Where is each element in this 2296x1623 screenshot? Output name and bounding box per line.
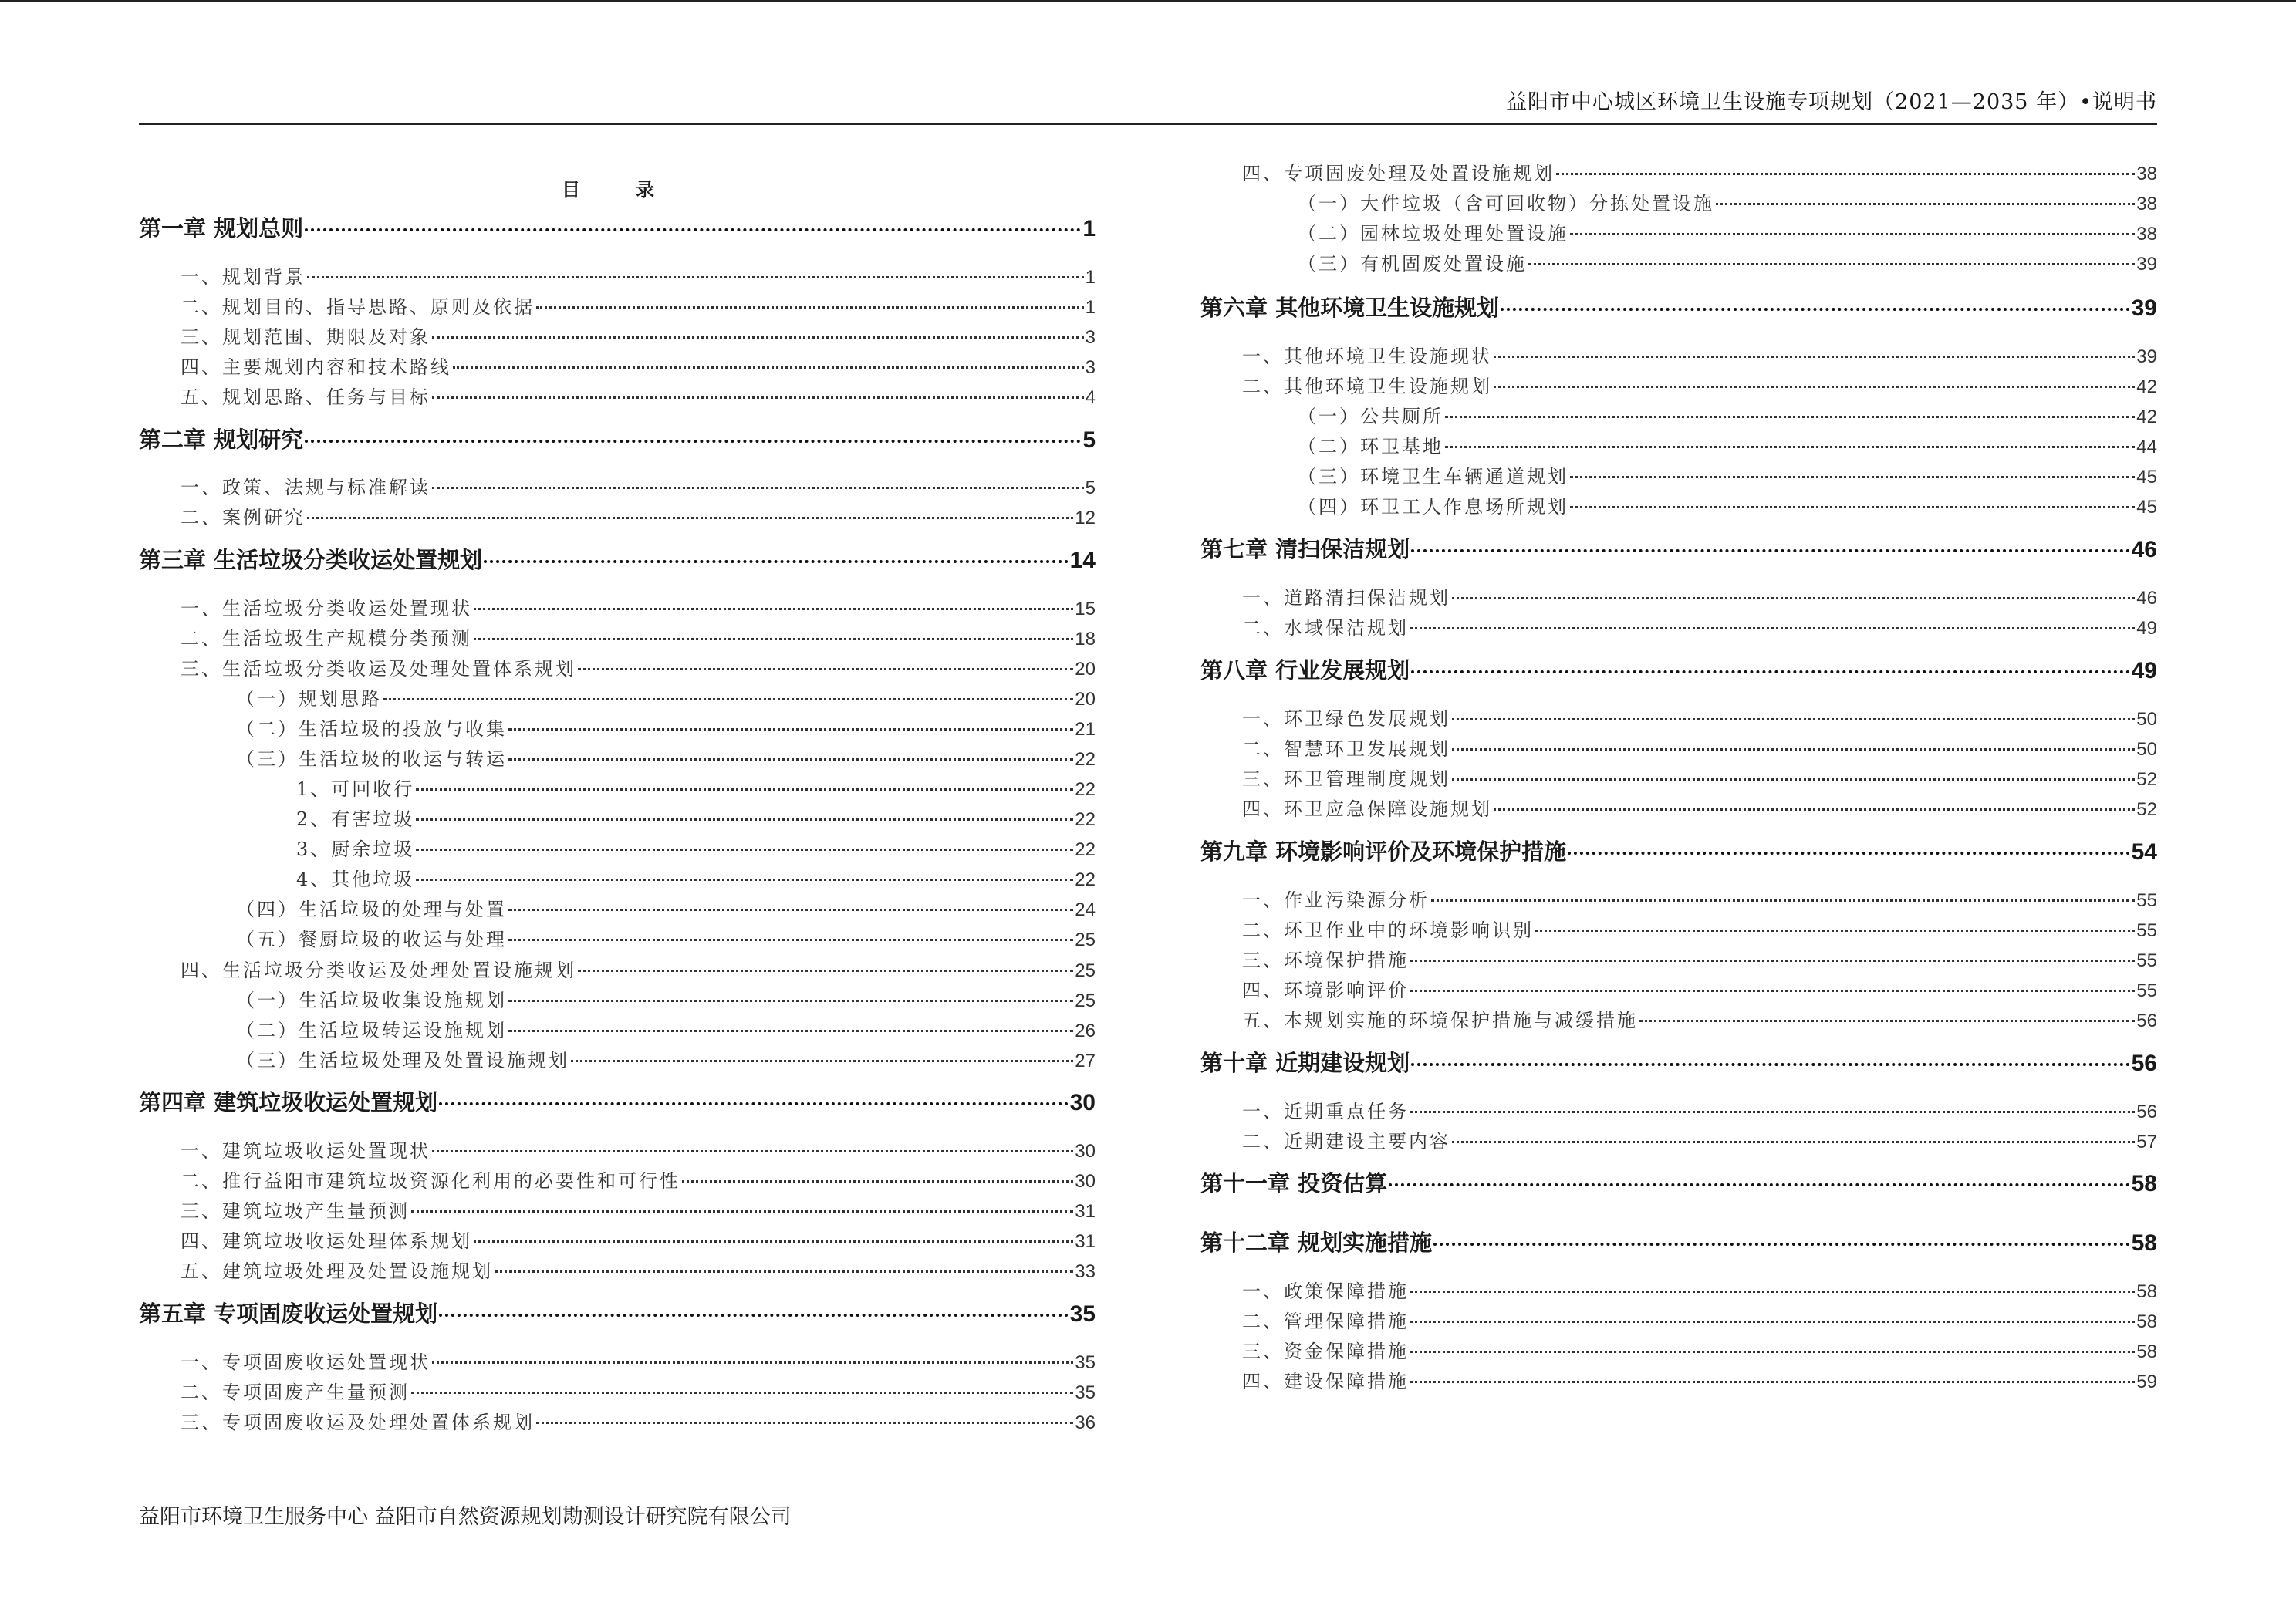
toc-chapter-entry[interactable]: [139, 1297, 1096, 1328]
toc-section-entry[interactable]: [1200, 401, 2157, 428]
toc-dot-leader: [474, 638, 1073, 640]
toc-section-entry[interactable]: [139, 834, 1096, 861]
toc-page-number: 26: [1075, 1021, 1096, 1041]
toc-dot-leader: [1410, 1351, 2135, 1353]
toc-entry-title: 二、其他环境卫生设施规划: [1242, 376, 1492, 397]
toc-entry-title: 第五章 专项固废收运处置规划: [139, 1301, 438, 1327]
toc-page-number: 49: [2131, 658, 2157, 683]
toc-page-number: 49: [2136, 618, 2157, 639]
toc-entry-title: 一、政策、法规与标准解读: [181, 477, 430, 498]
toc-page-number: 59: [2136, 1372, 2157, 1392]
toc-entry-title: 一、道路清扫保洁规划: [1242, 587, 1450, 609]
header-rule: [139, 123, 2157, 125]
toc-entry-title: 第二章 规划研究: [139, 427, 304, 453]
toc-dot-leader: [307, 276, 1084, 278]
toc-entry-title: 第一章 规划总则: [139, 215, 304, 241]
toc-section-entry[interactable]: [139, 502, 1096, 529]
toc-chapter-entry[interactable]: [1200, 532, 2157, 564]
toc-section-entry[interactable]: [1200, 1005, 2157, 1032]
toc-dot-leader: [1410, 1111, 2135, 1113]
toc-entry-title: （三）有机固废处置设施: [1298, 253, 1527, 275]
toc-section-entry[interactable]: [1200, 1276, 2157, 1303]
toc-entry-title: 三、资金保障措施: [1242, 1341, 1409, 1362]
toc-entry-title: 二、环卫作业中的环境影响识别: [1242, 919, 1534, 941]
toc-entry-title: 一、建筑垃圾收运处置现状: [181, 1140, 430, 1162]
toc-dot-leader: [1445, 446, 2135, 448]
toc-entry-title: 一、规划背景: [181, 266, 306, 288]
toc-page-number: 39: [2136, 254, 2157, 275]
toc-dot-leader: [439, 1314, 1069, 1317]
toc-page-number: 45: [2136, 467, 2157, 488]
toc-entry-title: （五）餐厨垃圾的收运与处理: [236, 929, 507, 950]
toc-dot-leader: [474, 1240, 1073, 1243]
toc-page-number: 4: [1085, 387, 1096, 408]
toc-entry-title: 第六章 其他环境卫生设施规划: [1200, 295, 1500, 321]
toc-dot-leader: [1410, 1321, 2135, 1323]
toc-chapter-entry[interactable]: [1200, 1166, 2157, 1198]
toc-chapter-entry[interactable]: [1200, 1046, 2157, 1078]
toc-section-entry[interactable]: [1200, 371, 2157, 398]
toc-entry-title: 三、专项固废收运及处理处置体系规划: [181, 1412, 535, 1433]
toc-entry-title: （四）生活垃圾的处理与处置: [236, 899, 507, 920]
toc-entry-title: 二、推行益阳市建筑垃圾资源化利用的必要性和可行性: [181, 1170, 680, 1192]
toc-section-entry[interactable]: [139, 894, 1096, 921]
toc-page-number: 22: [1075, 749, 1096, 770]
toc-dot-leader: [1501, 308, 2130, 311]
toc-dot-leader: [1528, 263, 2135, 265]
toc-page-number: 5: [1085, 477, 1096, 498]
toc-section-entry[interactable]: [139, 955, 1096, 982]
toc-section-entry[interactable]: [1200, 218, 2157, 245]
toc-entry-title: 三、规划范围、期限及对象: [181, 326, 430, 348]
toc-dot-leader: [1494, 356, 2135, 358]
footer-organizations: 益阳市环境卫生服务中心 益阳市自然资源规划勘测设计研究院有限公司: [139, 1505, 792, 1529]
toc-page-number: 25: [1075, 990, 1096, 1011]
toc-section-entry[interactable]: [1200, 1366, 2157, 1393]
toc-section-entry[interactable]: [139, 985, 1096, 1012]
toc-page-number: 58: [2136, 1341, 2157, 1362]
toc-dot-leader: [508, 909, 1073, 911]
toc-dot-leader: [1411, 549, 2130, 552]
toc-entry-title: 二、专项固废产生量预测: [181, 1382, 410, 1403]
toc-page-number: 35: [1075, 1352, 1096, 1373]
toc-entry-title: 一、政策保障措施: [1242, 1281, 1409, 1302]
toc-page-number: 20: [1075, 659, 1096, 680]
toc-entry-title: （一）公共厕所: [1298, 406, 1443, 427]
toc-entry-title: 第八章 行业发展规划: [1200, 657, 1410, 683]
toc-section-entry[interactable]: [139, 864, 1096, 891]
toc-dot-leader: [1445, 416, 2135, 418]
toc-entry-title: 一、作业污染源分析: [1242, 889, 1430, 911]
toc-chapter-entry[interactable]: [139, 1085, 1096, 1117]
toc-page-number: 21: [1075, 719, 1096, 740]
toc-page-number: 22: [1075, 869, 1096, 890]
toc-section-entry[interactable]: [1200, 491, 2157, 518]
toc-page-number: 39: [2131, 295, 2157, 321]
toc-page-number: 1: [1085, 267, 1096, 288]
toc-entry-title: 一、其他环境卫生设施现状: [1242, 346, 1492, 367]
toc-page-number: 33: [1075, 1261, 1096, 1282]
toc-dot-leader: [508, 758, 1073, 761]
toc-page-number: 50: [2136, 739, 2157, 760]
toc-section-entry[interactable]: [1200, 915, 2157, 942]
toc-page-number: 30: [1075, 1171, 1096, 1192]
toc-page-number: 25: [1075, 960, 1096, 981]
toc-section-entry[interactable]: [139, 1347, 1096, 1374]
toc-page-number: 31: [1075, 1201, 1096, 1222]
toc-section-entry[interactable]: [139, 924, 1096, 951]
toc-entry-title: 五、本规划实施的环境保护措施与减缓措施: [1242, 1010, 1638, 1031]
toc-dot-leader: [1452, 748, 2135, 751]
toc-dot-leader: [416, 818, 1073, 821]
toc-entry-title: 3、厨余垃圾: [296, 838, 415, 860]
toc-section-entry[interactable]: [139, 292, 1096, 319]
toc-page-number: 24: [1075, 899, 1096, 920]
toc-section-entry[interactable]: [139, 593, 1096, 620]
toc-entry-title: 一、专项固废收运处置现状: [181, 1351, 430, 1373]
toc-dot-leader: [1389, 1183, 2130, 1186]
toc-dot-leader: [305, 228, 1081, 231]
toc-section-entry[interactable]: [139, 774, 1096, 801]
toc-dot-leader: [1433, 1243, 2130, 1246]
toc-entry-title: 五、建筑垃圾处理及处置设施规划: [181, 1260, 493, 1282]
toc-chapter-entry[interactable]: [139, 543, 1096, 575]
toc-dot-leader: [682, 1180, 1073, 1183]
toc-section-entry[interactable]: [1200, 248, 2157, 275]
toc-entry-title: 四、建筑垃圾收运处理体系规划: [181, 1230, 472, 1252]
toc-page-number: 22: [1075, 839, 1096, 860]
toc-dot-leader: [411, 1392, 1073, 1394]
toc-entry-title: 四、专项固废处理及处置设施规划: [1242, 163, 1555, 184]
toc-dot-leader: [1452, 718, 2135, 720]
toc-entry-title: 二、近期建设主要内容: [1242, 1131, 1450, 1152]
toc-section-entry[interactable]: [1200, 794, 2157, 821]
toc-page-number: 46: [2136, 588, 2157, 609]
toc-dot-leader: [432, 336, 1084, 339]
toc-section-entry[interactable]: [1200, 341, 2157, 368]
toc-entry-title: 一、环卫绿色发展规划: [1242, 708, 1450, 730]
toc-entry-title: 一、生活垃圾分类收运处置现状: [181, 598, 472, 619]
toc-dot-leader: [1410, 627, 2135, 629]
toc-section-entry[interactable]: [1200, 945, 2157, 972]
toc-page-number: 55: [2136, 950, 2157, 971]
toc-entry-title: 4、其他垃圾: [296, 869, 415, 890]
toc-section-entry[interactable]: [1200, 1096, 2157, 1123]
toc-entry-title: 第十二章 规划实施措施: [1200, 1230, 1433, 1256]
toc-dot-leader: [1452, 597, 2135, 599]
toc-section-entry[interactable]: [1200, 612, 2157, 639]
toc-page-number: 52: [2136, 769, 2157, 790]
toc-page-number: 56: [2131, 1051, 2157, 1076]
toc-dot-leader: [1452, 1141, 2135, 1143]
toc-dot-leader: [1570, 233, 2135, 235]
toc-section-entry[interactable]: [139, 382, 1096, 409]
toc-page-number: 58: [2131, 1230, 2157, 1256]
toc-section-entry[interactable]: [139, 352, 1096, 379]
toc-entry-title: 二、案例研究: [181, 507, 306, 528]
toc-page-number: 52: [2136, 799, 2157, 820]
toc-page-number: 1: [1082, 216, 1096, 241]
toc-section-entry[interactable]: [1200, 734, 2157, 761]
toc-page-number: 55: [2136, 920, 2157, 941]
toc-dot-leader: [474, 608, 1073, 610]
toc-page-number: 20: [1075, 689, 1096, 710]
toc-entry-title: 1、可回收行: [296, 778, 415, 800]
toc-page-number: 18: [1075, 629, 1096, 650]
toc-entry-title: 一、近期重点任务: [1242, 1101, 1409, 1122]
toc-page-number: 55: [2136, 980, 2157, 1001]
toc-dot-leader: [1410, 1381, 2135, 1383]
toc-page-number: 1: [1085, 297, 1096, 318]
toc-entry-title: （四）环卫工人作息场所规划: [1298, 496, 1568, 518]
toc-entry-title: （三）生活垃圾的收运与转运: [236, 748, 507, 770]
toc-entry-title: （三）环境卫生车辆通道规划: [1298, 466, 1568, 488]
toc-dot-leader: [416, 788, 1073, 791]
toc-page-number: 38: [2136, 164, 2157, 184]
toc-page-number: 3: [1085, 327, 1096, 348]
toc-page-number: 22: [1075, 779, 1096, 800]
toc-chapter-entry[interactable]: [139, 211, 1096, 243]
toc-section-entry[interactable]: [1200, 764, 2157, 791]
toc-section-entry[interactable]: [139, 1196, 1096, 1223]
toc-page-number: 46: [2131, 537, 2157, 562]
toc-page-number: 39: [2136, 346, 2157, 367]
toc-section-entry[interactable]: [139, 1256, 1096, 1283]
toc-page-number: 56: [2136, 1102, 2157, 1122]
toc-page-number: 38: [2136, 224, 2157, 245]
toc-page-number: 22: [1075, 809, 1096, 830]
toc-section-entry[interactable]: [1200, 885, 2157, 912]
toc-page-number: 36: [1075, 1412, 1096, 1433]
toc-entry-title: （二）园林垃圾处理处置设施: [1298, 223, 1568, 245]
toc-page-number: 12: [1075, 508, 1096, 528]
toc-section-entry[interactable]: [139, 1045, 1096, 1072]
toc-chapter-entry[interactable]: [1200, 291, 2157, 322]
toc-entry-title: 二、管理保障措施: [1242, 1311, 1409, 1332]
toc-entry-title: 五、规划思路、任务与目标: [181, 386, 430, 408]
toc-dot-leader: [1452, 778, 2135, 781]
toc-entry-title: 四、主要规划内容和技术路线: [181, 356, 451, 378]
toc-page-number: 58: [2136, 1311, 2157, 1332]
toc-dot-leader: [484, 560, 1069, 563]
document-header-title: 益阳市中心城区环境卫生设施专项规划（2021—2035 年）•说明书: [1506, 90, 2157, 114]
toc-section-entry[interactable]: [139, 744, 1096, 771]
toc-dot-leader: [1411, 1063, 2130, 1066]
toc-entry-title: 四、生活垃圾分类收运及处理处置设施规划: [181, 960, 576, 981]
toc-entry-title: （二）生活垃圾转运设施规划: [236, 1020, 507, 1041]
toc-page-number: 58: [2136, 1281, 2157, 1302]
toc-entry-title: 三、环卫管理制度规划: [1242, 768, 1450, 790]
toc-section-entry[interactable]: [139, 623, 1096, 650]
toc-dot-leader: [1411, 670, 2130, 673]
toc-page-number: 57: [2136, 1132, 2157, 1152]
toc-dot-leader: [1639, 1020, 2135, 1022]
toc-entry-title: （三）生活垃圾处理及处置设施规划: [236, 1050, 569, 1071]
toc-dot-leader: [411, 1210, 1073, 1213]
toc-dot-leader: [1494, 386, 2135, 388]
toc-section-entry[interactable]: [1200, 975, 2157, 1002]
toc-section-entry[interactable]: [139, 653, 1096, 680]
toc-page-number: 38: [2136, 194, 2157, 214]
toc-section-entry[interactable]: [139, 1015, 1096, 1042]
toc-dot-leader: [416, 849, 1073, 851]
toc-page-number: 31: [1075, 1231, 1096, 1252]
toc-page-number: 30: [1069, 1090, 1096, 1115]
toc-section-entry[interactable]: [1200, 1126, 2157, 1153]
toc-section-entry[interactable]: [139, 804, 1096, 831]
toc-dot-leader: [432, 487, 1084, 489]
toc-dot-leader: [432, 396, 1084, 399]
toc-dot-leader: [536, 306, 1084, 309]
toc-section-entry[interactable]: [1200, 1336, 2157, 1363]
toc-section-entry[interactable]: [1200, 704, 2157, 731]
toc-page-number: 3: [1085, 357, 1096, 378]
toc-entry-title: 四、环卫应急保障设施规划: [1242, 798, 1492, 820]
toc-dot-leader: [1431, 899, 2135, 902]
toc-entry-title: 2、有害垃圾: [296, 808, 415, 830]
toc-section-entry[interactable]: [139, 322, 1096, 349]
page-top-border: [0, 0, 2296, 2]
toc-dot-leader: [1570, 506, 2135, 508]
toc-entry-title: 第四章 建筑垃圾收运处置规划: [139, 1089, 438, 1115]
toc-dot-leader: [305, 440, 1081, 443]
toc-section-entry[interactable]: [1200, 188, 2157, 215]
toc-entry-title: 二、智慧环卫发展规划: [1242, 738, 1450, 760]
toc-dot-leader: [578, 970, 1073, 972]
toc-entry-title: 第七章 清扫保洁规划: [1200, 536, 1410, 562]
toc-entry-title: （一）生活垃圾收集设施规划: [236, 990, 507, 1011]
toc-entry-title: 第十章 近期建设规划: [1200, 1050, 1410, 1076]
toc-section-entry[interactable]: [139, 1407, 1096, 1434]
toc-entry-title: 二、规划目的、指导思路、原则及依据: [181, 296, 535, 318]
toc-dot-leader: [416, 879, 1073, 881]
toc-dot-leader: [1410, 960, 2135, 962]
toc-entry-title: 第三章 生活垃圾分类收运处置规划: [139, 547, 483, 573]
toc-dot-leader: [495, 1270, 1073, 1273]
toc-section-entry[interactable]: [1200, 582, 2157, 609]
toc-section-entry[interactable]: [1200, 158, 2157, 185]
toc-page-number: 35: [1069, 1301, 1096, 1327]
toc-dot-leader: [508, 728, 1073, 731]
toc-page-number: 50: [2136, 709, 2157, 730]
toc-dot-leader: [578, 668, 1073, 670]
toc-entry-title: 三、环境保护措施: [1242, 950, 1409, 971]
toc-dot-leader: [536, 1422, 1073, 1424]
toc-section-entry[interactable]: [139, 1377, 1096, 1404]
toc-dot-leader: [432, 1361, 1073, 1364]
toc-section-entry[interactable]: [1200, 461, 2157, 488]
toc-page-number: 14: [1069, 548, 1096, 573]
toc-entry-title: 二、水域保洁规划: [1242, 617, 1409, 639]
toc-dot-leader: [571, 1060, 1073, 1062]
toc-dot-leader: [307, 517, 1073, 519]
toc-dot-leader: [1716, 203, 2135, 205]
toc-entry-title: （一）大件垃圾（含可回收物）分拣处置设施: [1298, 193, 1714, 214]
toc-entry-title: 三、建筑垃圾产生量预测: [181, 1200, 410, 1222]
toc-entry-title: 三、生活垃圾分类收运及处理处置体系规划: [181, 658, 576, 680]
toc-entry-title: （二）生活垃圾的投放与收集: [236, 718, 507, 740]
toc-dot-leader: [383, 698, 1073, 700]
toc-page-number: 5: [1082, 427, 1096, 453]
toc-chapter-entry[interactable]: [1200, 1226, 2157, 1257]
toc-entry-title: 第十一章 投资估算: [1200, 1170, 1388, 1196]
toc-page-number: 56: [2136, 1011, 2157, 1031]
toc-chapter-entry[interactable]: [1200, 835, 2157, 866]
toc-section-entry[interactable]: [1200, 431, 2157, 458]
toc-chapter-entry[interactable]: [139, 423, 1096, 454]
toc-dot-leader: [508, 939, 1073, 941]
toc-page-number: 42: [2136, 376, 2157, 397]
toc-entry-title: （二）环卫基地: [1298, 436, 1443, 457]
toc-section-entry[interactable]: [139, 1226, 1096, 1253]
toc-section-entry[interactable]: [139, 683, 1096, 710]
toc-page-number: 30: [1075, 1141, 1096, 1162]
toc-dot-leader: [439, 1102, 1069, 1105]
toc-entry-title: 二、生活垃圾生产规模分类预测: [181, 628, 472, 650]
toc-section-entry[interactable]: [139, 714, 1096, 741]
toc-page-number: 27: [1075, 1051, 1096, 1071]
toc-dot-leader: [1570, 476, 2135, 478]
toc-page-number: 55: [2136, 890, 2157, 911]
toc-page-number: 42: [2136, 407, 2157, 427]
toc-page-number: 45: [2136, 497, 2157, 518]
toc-page-number: 35: [1075, 1382, 1096, 1403]
toc-entry-title: 四、建设保障措施: [1242, 1371, 1409, 1392]
toc-entry-title: （一）规划思路: [236, 688, 382, 710]
toc-page-number: 15: [1075, 599, 1096, 619]
toc-chapter-entry[interactable]: [1200, 653, 2157, 685]
toc-entry-title: 四、环境影响评价: [1242, 980, 1409, 1001]
toc-dot-leader: [1494, 808, 2135, 811]
toc-section-entry[interactable]: [139, 472, 1096, 499]
toc-section-entry[interactable]: [139, 262, 1096, 288]
toc-dot-leader: [453, 366, 1084, 369]
toc-dot-leader: [508, 1030, 1073, 1032]
toc-dot-leader: [1556, 173, 2135, 175]
toc-heading: 目 录: [562, 178, 673, 201]
toc-entry-title: 第九章 环境影响评价及环境保护措施: [1200, 838, 1567, 865]
toc-page-number: 25: [1075, 930, 1096, 950]
toc-dot-leader: [432, 1150, 1073, 1152]
toc-page-number: 54: [2131, 839, 2157, 865]
toc-page-number: 44: [2136, 437, 2157, 457]
toc-page-number: 58: [2131, 1171, 2157, 1196]
toc-dot-leader: [1410, 1291, 2135, 1293]
toc-section-entry[interactable]: [139, 1135, 1096, 1162]
toc-section-entry[interactable]: [139, 1166, 1096, 1193]
toc-dot-leader: [1568, 852, 2130, 855]
toc-dot-leader: [1410, 990, 2135, 992]
toc-section-entry[interactable]: [1200, 1306, 2157, 1333]
toc-dot-leader: [508, 1000, 1073, 1002]
toc-dot-leader: [1535, 930, 2135, 932]
